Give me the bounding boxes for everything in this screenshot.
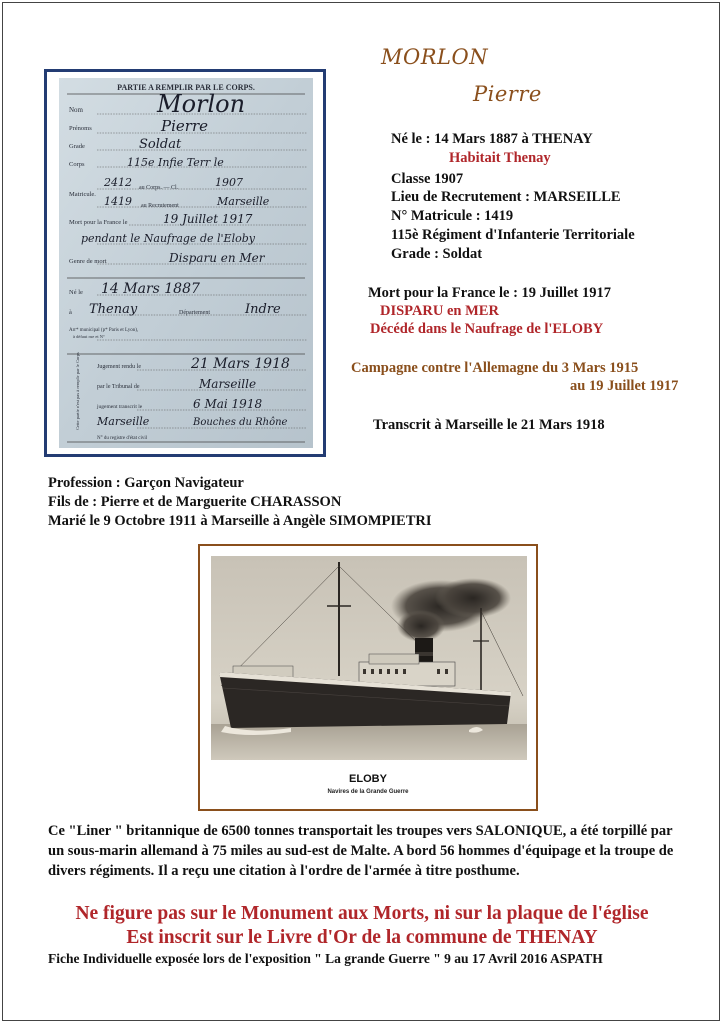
hw-matricule-corps: 2412	[104, 176, 132, 189]
label-ne-le: Né le	[69, 289, 83, 296]
hw-transcrit-date: 6 Mai 1918	[193, 397, 263, 411]
hw-genre: Disparu en Mer	[169, 251, 265, 265]
hw-lieu-transcrit: Marseille	[97, 415, 150, 428]
hw-dept-transcrit: Bouches du Rhône	[193, 417, 288, 428]
label-jugement-transcrit: jugement transcrit le	[97, 404, 143, 410]
hw-departement: Indre	[245, 302, 281, 317]
hw-mort-date: 19 Juillet 1917	[163, 212, 253, 226]
parents-line: Fils de : Pierre et de Marguerite CHARASSON	[48, 494, 342, 510]
label-jugement-rendu: Jugement rendu le	[97, 364, 141, 370]
transcript-line: Transcrit à Marseille le 21 Mars 1918	[373, 417, 605, 433]
hw-jugement-date: 21 Mars 1918	[191, 356, 290, 372]
hw-prenom: Pierre	[161, 117, 208, 135]
label-arr2: à défaut rue et N°	[73, 334, 105, 339]
record-card-image	[59, 78, 313, 448]
label-mort-pour: Mort pour la France le	[69, 219, 128, 226]
label-arr: Arr* municipal (p* Paris et Lyon),	[69, 328, 139, 333]
classe-line: Classe 1907	[391, 171, 464, 187]
campaign-line-2: au 19 Juillet 1917	[570, 378, 679, 394]
notice-monument: Ne figure pas sur le Monument aux Morts, ni sur la plaque de l'église	[75, 903, 649, 924]
label-nom: Nom	[69, 106, 83, 114]
ship-photo-subtitle: Navires de la Grande Guerre	[327, 789, 409, 795]
campaign-line-1: Campagne contre l'Allemagne du 3 Mars 1915	[351, 360, 639, 376]
label-departement: Département	[179, 310, 210, 316]
label-corps: Corps	[69, 161, 85, 168]
hw-ne-date: 14 Mars 1887	[101, 281, 200, 297]
ship-photo-frame	[198, 544, 538, 811]
hw-grade: Soldat	[139, 137, 182, 152]
label-grade: Grade	[69, 143, 85, 150]
surname-heading: MORLON	[381, 45, 489, 69]
notice-livre-or: Est inscrit sur le Livre d'Or de la commune de THENAY	[126, 927, 598, 948]
hw-tribunal: Marseille	[199, 377, 257, 391]
hw-recrutement: Marseille	[217, 195, 270, 208]
matricule-line: N° Matricule : 1419	[391, 208, 514, 224]
label-a: à	[69, 309, 72, 316]
label-genre-mort: Genre de mort	[69, 258, 107, 265]
hw-corps: 115e Infie Terr le	[127, 156, 224, 169]
document-page	[2, 2, 720, 1021]
profession-line: Profession : Garçon Navigateur	[48, 475, 244, 491]
residence-line: Habitait Thenay	[449, 150, 551, 166]
ship-photo-title: ELOBY	[349, 773, 387, 785]
ship-paragraph: Ce "Liner " britannique de 6500 tonnes transportait les troupes vers SALONIQUE, a été torpillé par un sous-marin allemand à 75 miles au sud-est de Malte. A bord 56 hommes d'équipage et la troupe de divers régiments. Il a reçu une citation à l'ordre de l'armée à titre posthume.	[48, 823, 674, 879]
label-par-tribunal: par le Tribunal de	[97, 384, 140, 390]
death-circumstance-line: Décédé dans le Naufrage de l'ELOBY	[370, 321, 604, 337]
card-header: PARTIE A REMPLIR PAR LE CORPS.	[117, 83, 255, 92]
record-card-frame	[44, 69, 326, 457]
ship-photo	[211, 556, 527, 760]
hw-nom: Morlon	[157, 90, 246, 118]
hw-cl: 1907	[215, 176, 243, 189]
hw-matricule-recrutement: 1419	[104, 195, 132, 208]
regiment-line: 115è Régiment d'Infanterie Territoriale	[391, 227, 635, 243]
label-au-recrutement: au Recrutement	[141, 203, 179, 209]
birth-line: Né le : 14 Mars 1887 à THENAY	[391, 131, 593, 147]
grade-line: Grade : Soldat	[391, 246, 483, 262]
marriage-line: Marié le 9 Octobre 1911 à Marseille à Angèle SIMOMPIETRI	[48, 513, 432, 529]
label-side-note: Cette partie n'est pas à remplir par le Corps	[75, 352, 80, 430]
death-date-line: Mort pour la France le : 19 Juillet 1917	[368, 285, 611, 301]
hw-mort-detail: pendant le Naufrage de l'Eloby	[81, 232, 255, 245]
label-matricule: Matricule.	[69, 191, 96, 198]
label-au-corps: au Corps. — Cl.	[139, 185, 179, 191]
label-no-registre: N° du registre d'état civil	[97, 436, 148, 441]
death-status-line: DISPARU en MER	[380, 303, 499, 319]
label-prenoms: Prénoms	[69, 125, 92, 132]
recruitment-line: Lieu de Recrutement : MARSEILLE	[391, 189, 621, 205]
hw-ne-lieu: Thenay	[89, 302, 138, 317]
exhibit-line: Fiche Individuelle exposée lors de l'exposition " La grande Guerre " 9 au 17 Avril 2016 ASPATH	[48, 951, 603, 966]
firstname-heading: Pierre	[473, 82, 542, 106]
